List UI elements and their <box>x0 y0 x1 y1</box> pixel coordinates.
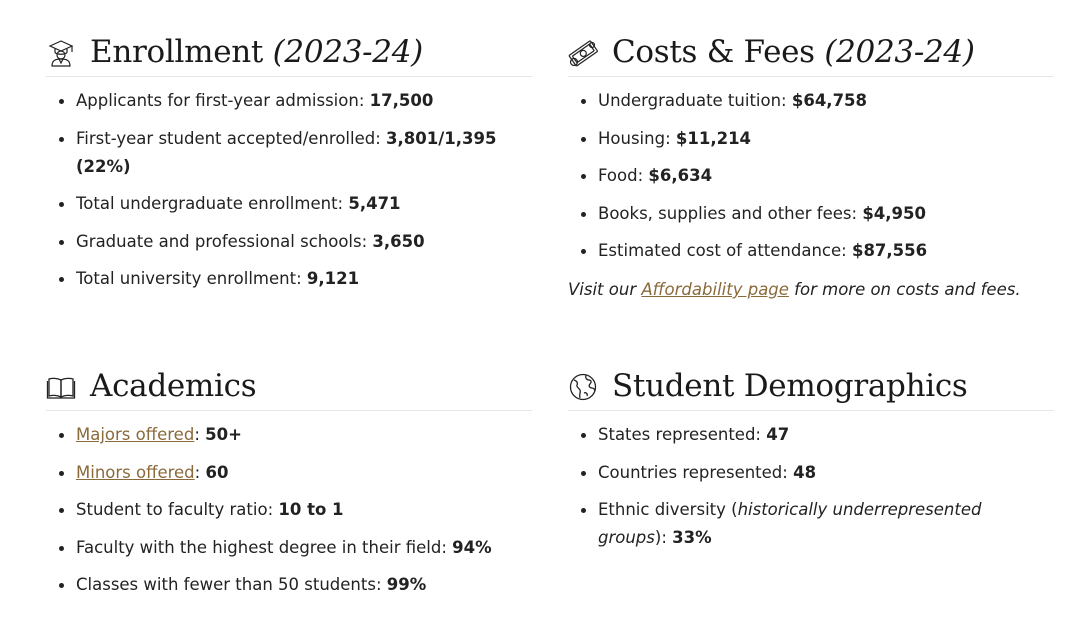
enrollment-title: Enrollment (2023-24) <box>90 34 423 70</box>
list-item: Countries represented: 48 <box>568 459 1054 487</box>
demographics-title: Student Demographics <box>612 368 968 404</box>
graduate-icon <box>46 38 76 68</box>
list-item: Total university enrollment: 9,121 <box>46 265 532 293</box>
list-item: Majors offered: 50+ <box>46 421 532 449</box>
enrollment-list <box>46 87 532 293</box>
list-item: Total undergraduate enrollment: 5,471 <box>46 190 532 218</box>
list-item: Ethnic diversity (historically underrepresented groups): 33% <box>568 496 1054 552</box>
globe-icon <box>568 372 598 402</box>
minors-link[interactable]: Minors offered <box>76 462 195 482</box>
demographics-list <box>568 421 1054 552</box>
list-item: Books, supplies and other fees: $4,950 <box>568 200 1054 228</box>
list-item: Student to faculty ratio: 10 to 1 <box>46 496 532 524</box>
list-item: Minors offered: 60 <box>46 459 532 487</box>
book-icon <box>46 372 76 402</box>
list-item: Graduate and professional schools: 3,650 <box>46 228 532 256</box>
list-item: First-year student accepted/enrolled: 3,801/1,395 (22%) <box>46 125 532 181</box>
academics-title: Academics <box>90 368 257 404</box>
list-item: Estimated cost of attendance: $87,556 <box>568 237 1054 265</box>
list-item: Housing: $11,214 <box>568 125 1054 153</box>
academics-section <box>46 362 532 609</box>
list-item: Classes with fewer than 50 students: 99% <box>46 571 532 599</box>
money-icon <box>568 38 598 68</box>
list-item: Food: $6,634 <box>568 162 1054 190</box>
academics-list <box>46 421 532 599</box>
costs-list <box>568 87 1054 265</box>
list-item: Faculty with the highest degree in their field: 94% <box>46 534 532 562</box>
demographics-section <box>568 362 1054 562</box>
list-item: States represented: 47 <box>568 421 1054 449</box>
enrollment-heading <box>46 28 532 77</box>
affordability-note: Visit our Affordability page for more on costs and fees. <box>568 280 1021 299</box>
affordability-link[interactable]: Affordability page <box>641 280 789 299</box>
academics-heading <box>46 362 532 411</box>
list-item: Undergraduate tuition: $64,758 <box>568 87 1054 115</box>
majors-link[interactable]: Majors offered <box>76 425 195 444</box>
costs-title: Costs & Fees (2023-24) <box>612 34 975 70</box>
list-item: Applicants for first-year admission: 17,500 <box>46 87 532 115</box>
enrollment-section <box>46 28 532 303</box>
costs-heading <box>568 28 1054 77</box>
costs-section <box>568 28 1054 303</box>
demographics-heading <box>568 362 1054 411</box>
